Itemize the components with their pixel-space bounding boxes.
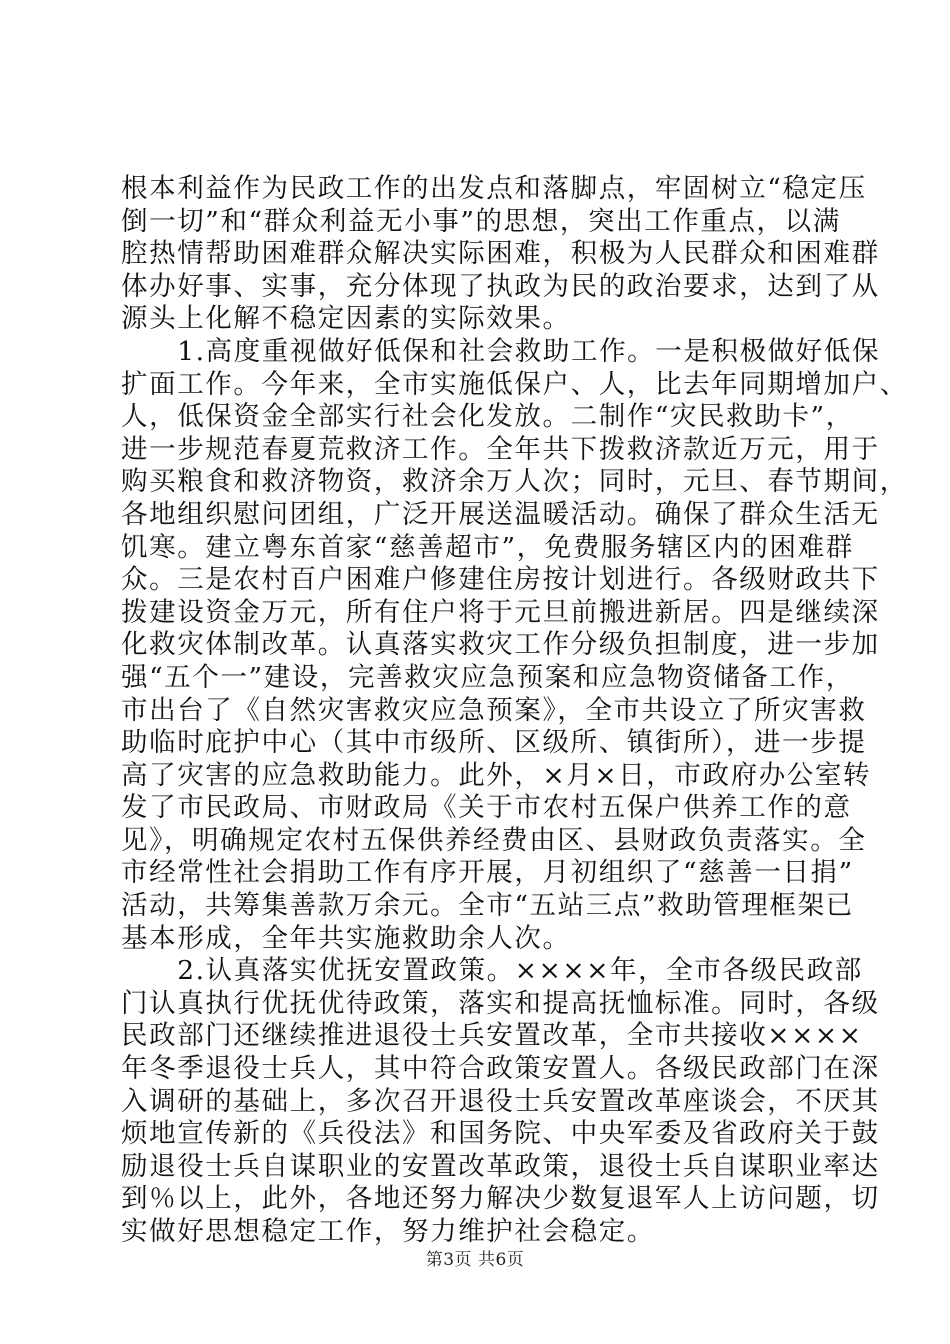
text-line: 各地组织慰问团组，广泛开展送温暖活动。确保了群众生活无 bbox=[121, 498, 880, 530]
page-footer bbox=[0, 1245, 950, 1270]
text-line: 扩面工作。今年来，全市实施低保户、人，比去年同期增加户、 bbox=[121, 368, 908, 400]
text-line: 根本利益作为民政工作的出发点和落脚点，牢固树立“稳定压 bbox=[121, 173, 867, 204]
text-line: 民政部门还继续推进退役士兵安置改革，全市共接收×××× bbox=[121, 1020, 863, 1052]
text-line: 发了市民政局、市财政局《关于市农村五保户供养工作的意 bbox=[121, 792, 852, 824]
text-line: 源头上化解不稳定因素的实际效果。 bbox=[121, 303, 571, 335]
text-line: 门认真执行优抚优待政策，落实和提高抚恤标准。同时，各级 bbox=[121, 987, 880, 1019]
text-line: 强“五个一”建设，完善救灾应急预案和应急物资储备工作， bbox=[121, 661, 854, 693]
text-line: 体办好事、实事，充分体现了执政为民的政治要求，达到了从 bbox=[121, 270, 880, 302]
text-line: 市经常性社会捐助工作有序开展，月初组织了“慈善一日捐” bbox=[121, 857, 854, 889]
text-line: 到％以上，此外，各地还努力解决少数复退军人上访问题，切 bbox=[121, 1183, 880, 1215]
page-number-label: 第3页 共6页 bbox=[425, 1250, 525, 1270]
text-line: 1.高度重视做好低保和社会救助工作。一是积极做好低保 bbox=[121, 335, 881, 367]
text-line: 见》，明确规定农村五保供养经费由区、县财政负责落实。全 bbox=[121, 824, 867, 856]
text-line: 人，低保资金全部实行社会化发放。二制作“灾民救助卡”， bbox=[121, 401, 854, 433]
text-line: 实做好思想稳定工作，努力维护社会稳定。 bbox=[121, 1216, 655, 1247]
text-line: 市出台了《自然灾害救灾应急预案》，全市共设立了所灾害救 bbox=[121, 694, 867, 726]
text-line: 众。三是农村百户困难户修建住房按计划进行。各级财政共下 bbox=[121, 564, 880, 596]
text-line: 年冬季退役士兵人，其中符合政策安置人。各级民政部门在深 bbox=[121, 1053, 880, 1085]
text-line: 进一步规范春夏荒救济工作。全年共下拨救济款近万元，用于 bbox=[121, 433, 880, 465]
text-line: 倒一切”和“群众利益无小事”的思想，突出工作重点，以满 bbox=[121, 205, 841, 237]
text-line: 饥寒。建立粤东首家“慈善超市”，免费服务辖区内的困难群 bbox=[121, 531, 854, 563]
text-line: 腔热情帮助困难群众解决实际困难，积极为人民群众和困难群 bbox=[121, 238, 880, 270]
text-line: 拨建设资金万元，所有住户将于元旦前搬进新居。四是继续深 bbox=[121, 596, 880, 628]
text-line: 购买粮食和救济物资，救济余万人次；同时，元旦、春节期间， bbox=[121, 466, 908, 498]
text-line: 基本形成，全年共实施救助余人次。 bbox=[121, 922, 571, 954]
text-line: 2.认真落实优抚安置政策。××××年，全市各级民政部 bbox=[121, 955, 863, 987]
text-line: 高了灾害的应急救助能力。此外，×月×日，市政府办公室转 bbox=[121, 759, 872, 791]
text-line: 励退役士兵自谋职业的安置改革政策，退役士兵自谋职业率达 bbox=[121, 1150, 880, 1182]
text-line: 活动，共筹集善款万余元。全市“五站三点”救助管理框架已 bbox=[121, 890, 854, 922]
text-line: 入调研的基础上，多次召开退役士兵安置改革座谈会，不厌其 bbox=[121, 1085, 880, 1117]
text-line: 化救灾体制改革。认真落实救灾工作分级负担制度，进一步加 bbox=[121, 629, 880, 661]
body-text bbox=[121, 173, 908, 1249]
text-line: 助临时庇护中心（其中市级所、区级所、镇街所），进一步提 bbox=[121, 727, 867, 759]
text-line: 烦地宣传新的《兵役法》和国务院、中央军委及省政府关于鼓 bbox=[121, 1118, 880, 1150]
